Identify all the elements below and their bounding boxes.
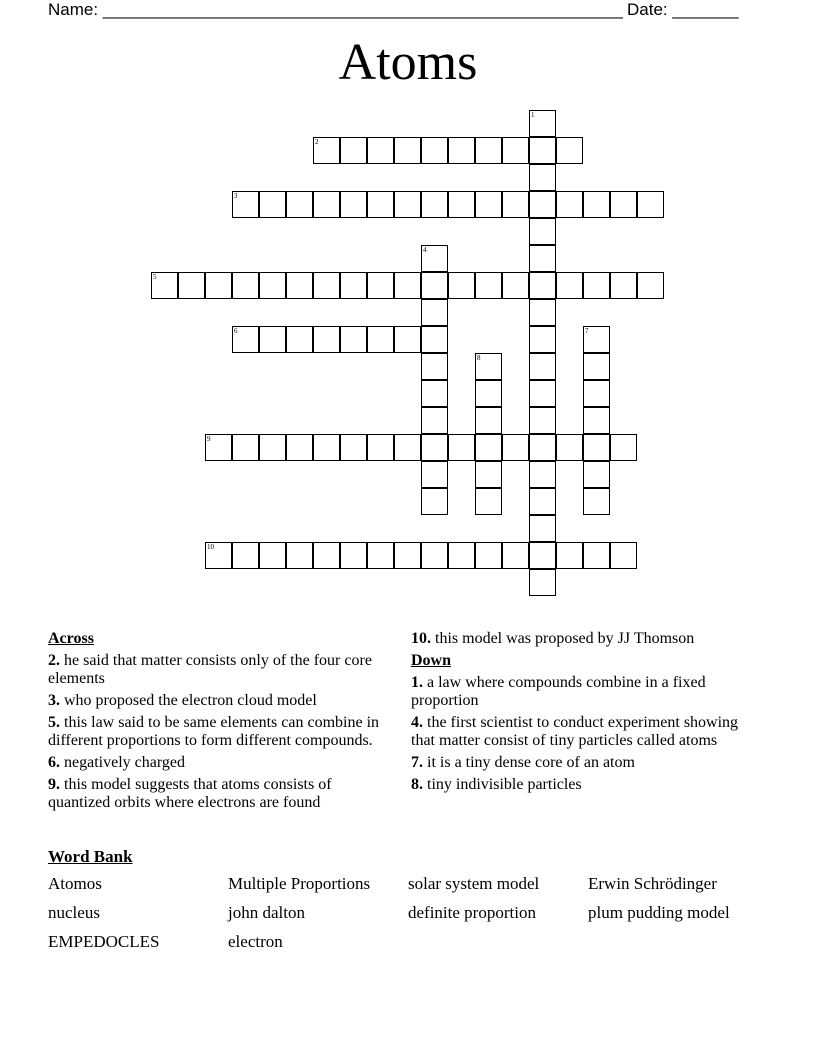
cell-number: 5 [153, 273, 157, 281]
crossword-cell[interactable] [475, 488, 502, 515]
cell-number: 1 [531, 111, 535, 119]
crossword-cell[interactable] [232, 326, 259, 353]
crossword-cell[interactable] [313, 272, 340, 299]
crossword-cell[interactable] [556, 191, 583, 218]
word-bank-item: Multiple Proportions [228, 874, 371, 893]
crossword-cell[interactable] [610, 191, 637, 218]
across-heading: Across [48, 630, 94, 647]
crossword-cell[interactable] [583, 380, 610, 407]
crossword-cell[interactable] [340, 191, 367, 218]
crossword-cell[interactable] [502, 191, 529, 218]
crossword-cell[interactable] [205, 434, 232, 461]
clue-text: it is a tiny dense core of an atom [423, 754, 635, 771]
clue-number: 7. [411, 754, 423, 771]
crossword-cell[interactable] [421, 326, 448, 353]
crossword-cell[interactable] [232, 191, 259, 218]
cell-number: 3 [234, 192, 238, 200]
clue-down-1 [411, 674, 761, 710]
crossword-cell[interactable] [448, 434, 475, 461]
crossword-cell[interactable] [421, 488, 448, 515]
crossword-cell[interactable] [556, 137, 583, 164]
crossword-cell[interactable] [232, 542, 259, 569]
crossword-cell[interactable] [529, 434, 556, 461]
clue-text: this law said to be same elements can combine in different proportions to form different compounds. [48, 714, 380, 749]
clue-across-2 [48, 652, 393, 688]
crossword-cell[interactable] [313, 326, 340, 353]
crossword-cell[interactable] [421, 461, 448, 488]
crossword-cell[interactable] [394, 137, 421, 164]
word-bank-title: Word Bank [48, 847, 133, 866]
crossword-cell[interactable] [529, 569, 556, 596]
crossword-cell[interactable] [529, 326, 556, 353]
word-bank-item: Atomos [48, 874, 102, 893]
crossword-cell[interactable] [529, 461, 556, 488]
crossword-cell[interactable] [421, 407, 448, 434]
crossword-cell[interactable] [529, 299, 556, 326]
crossword-cell[interactable] [286, 272, 313, 299]
crossword-cell[interactable] [421, 137, 448, 164]
crossword-cell[interactable] [583, 353, 610, 380]
crossword-cell[interactable] [556, 434, 583, 461]
crossword-cell[interactable] [367, 326, 394, 353]
clue-down-4 [411, 714, 761, 750]
crossword-cell[interactable] [475, 353, 502, 380]
crossword-cell[interactable] [259, 434, 286, 461]
crossword-cell[interactable] [367, 137, 394, 164]
crossword-cell[interactable] [421, 245, 448, 272]
cell-number: 4 [423, 246, 427, 254]
crossword-cell[interactable] [421, 299, 448, 326]
crossword-cell[interactable] [583, 272, 610, 299]
crossword-cell[interactable] [529, 353, 556, 380]
clue-number: 4. [411, 714, 423, 731]
word-bank-item: nucleus [48, 903, 100, 922]
crossword-cell[interactable] [529, 380, 556, 407]
crossword-cell[interactable] [475, 434, 502, 461]
crossword-cell[interactable] [286, 326, 313, 353]
crossword-cell[interactable] [529, 191, 556, 218]
word-bank-item: electron [228, 932, 283, 951]
clue-across-3 [48, 692, 393, 710]
crossword-cell[interactable] [529, 110, 556, 137]
cell-number: 6 [234, 327, 238, 335]
word-bank-item: john dalton [228, 903, 305, 922]
crossword-cell[interactable] [475, 272, 502, 299]
crossword-cell[interactable] [475, 191, 502, 218]
clue-number: 5. [48, 714, 60, 731]
crossword-cell[interactable] [529, 488, 556, 515]
crossword-cell[interactable] [421, 353, 448, 380]
crossword-cell[interactable] [556, 272, 583, 299]
crossword-cell[interactable] [367, 191, 394, 218]
crossword-cell[interactable] [637, 272, 664, 299]
crossword-cell[interactable] [286, 191, 313, 218]
crossword-cell[interactable] [529, 245, 556, 272]
crossword-cell[interactable] [205, 542, 232, 569]
clue-across-10 [411, 630, 761, 648]
clue-number: 6. [48, 754, 60, 771]
clues-column-right [411, 630, 761, 798]
crossword-cell[interactable] [394, 272, 421, 299]
crossword-cell[interactable] [421, 434, 448, 461]
cell-number: 8 [477, 354, 481, 362]
clue-text: the first scientist to conduct experiment showing that matter consist of tiny particles called atoms [411, 714, 739, 749]
crossword-cell[interactable] [529, 137, 556, 164]
crossword-cell[interactable] [259, 272, 286, 299]
crossword-cell[interactable] [529, 218, 556, 245]
crossword-cell[interactable] [286, 434, 313, 461]
clue-number: 3. [48, 692, 60, 709]
crossword-cell[interactable] [259, 326, 286, 353]
clue-across-9 [48, 776, 393, 812]
crossword-cell[interactable] [232, 434, 259, 461]
clue-text: negatively charged [60, 754, 185, 771]
crossword-cell[interactable] [610, 272, 637, 299]
crossword-cell[interactable] [367, 542, 394, 569]
crossword-cell[interactable] [340, 542, 367, 569]
crossword-cell[interactable] [151, 272, 178, 299]
crossword-cell[interactable] [475, 407, 502, 434]
cell-number: 10 [207, 543, 214, 551]
crossword-cell[interactable] [394, 191, 421, 218]
crossword-cell[interactable] [421, 542, 448, 569]
page-title: Atoms [338, 34, 478, 91]
crossword-cell[interactable] [232, 272, 259, 299]
clue-across-5 [48, 714, 393, 750]
crossword-cell[interactable] [583, 461, 610, 488]
clue-text: this model was proposed by JJ Thomson [431, 630, 695, 647]
crossword-cell[interactable] [610, 542, 637, 569]
crossword-cell[interactable] [205, 272, 232, 299]
crossword-cell[interactable] [421, 272, 448, 299]
clue-number: 10. [411, 630, 431, 647]
clue-number: 8. [411, 776, 423, 793]
crossword-cell[interactable] [367, 272, 394, 299]
crossword-cell[interactable] [340, 434, 367, 461]
crossword-cell[interactable] [313, 542, 340, 569]
crossword-cell[interactable] [502, 272, 529, 299]
crossword-cell[interactable] [502, 434, 529, 461]
crossword-cell[interactable] [286, 542, 313, 569]
crossword-cell[interactable] [394, 326, 421, 353]
crossword-cell[interactable] [502, 137, 529, 164]
crossword-cell[interactable] [448, 272, 475, 299]
crossword-cell[interactable] [475, 380, 502, 407]
crossword-cell[interactable] [421, 191, 448, 218]
cell-number: 7 [585, 327, 589, 335]
word-bank-item: plum pudding model [588, 903, 730, 922]
crossword-cell[interactable] [475, 137, 502, 164]
crossword-cell[interactable] [259, 542, 286, 569]
crossword-cell[interactable] [421, 380, 448, 407]
clue-number: 2. [48, 652, 60, 669]
crossword-cell[interactable] [178, 272, 205, 299]
crossword-cell[interactable] [259, 191, 286, 218]
clue-text: a law where compounds combine in a fixed proportion [411, 674, 706, 709]
crossword-cell[interactable] [502, 542, 529, 569]
crossword-cell[interactable] [529, 407, 556, 434]
crossword-cell[interactable] [448, 137, 475, 164]
cell-number: 9 [207, 435, 211, 443]
crossword-cell[interactable] [340, 137, 367, 164]
crossword-cell[interactable] [583, 326, 610, 353]
crossword-cell[interactable] [394, 542, 421, 569]
clue-number: 9. [48, 776, 60, 793]
crossword-cell[interactable] [475, 542, 502, 569]
date-field-label: Date: _______ [627, 0, 739, 19]
crossword-cell[interactable] [475, 461, 502, 488]
crossword-cell[interactable] [529, 272, 556, 299]
crossword-cell[interactable] [583, 191, 610, 218]
word-bank-item: EMPEDOCLES [48, 932, 160, 951]
crossword-cell[interactable] [394, 434, 421, 461]
name-field-label: Name: _______________________________________________________ [48, 0, 623, 19]
clue-number: 1. [411, 674, 423, 691]
crossword-cell[interactable] [340, 272, 367, 299]
word-bank-item: Erwin Schrödinger [588, 874, 717, 893]
down-heading: Down [411, 652, 452, 669]
clue-down-8 [411, 776, 761, 794]
crossword-cell[interactable] [313, 191, 340, 218]
clues-column-left [48, 630, 393, 816]
crossword-cell[interactable] [610, 434, 637, 461]
word-bank-item: solar system model [408, 874, 540, 893]
clue-text: who proposed the electron cloud model [60, 692, 317, 709]
crossword-cell[interactable] [583, 488, 610, 515]
crossword-cell[interactable] [637, 191, 664, 218]
crossword-cell[interactable] [529, 164, 556, 191]
clue-text: this model suggests that atoms consists of quantized orbits where electrons are found [48, 776, 332, 811]
crossword-cell[interactable] [529, 542, 556, 569]
crossword-cell[interactable] [340, 326, 367, 353]
crossword-cell[interactable] [367, 434, 394, 461]
crossword-cell[interactable] [448, 191, 475, 218]
clue-text: tiny indivisible particles [423, 776, 582, 793]
cell-number: 2 [315, 138, 319, 146]
word-bank-item: definite proportion [408, 903, 536, 922]
crossword-cell[interactable] [583, 434, 610, 461]
crossword-cell[interactable] [583, 542, 610, 569]
clue-down-7 [411, 754, 761, 772]
crossword-cell[interactable] [313, 137, 340, 164]
clue-across-6 [48, 754, 393, 772]
crossword-cell[interactable] [556, 542, 583, 569]
crossword-cell[interactable] [529, 515, 556, 542]
crossword-cell[interactable] [448, 542, 475, 569]
crossword-cell[interactable] [313, 434, 340, 461]
crossword-cell[interactable] [583, 407, 610, 434]
clue-text: he said that matter consists only of the four core elements [48, 652, 372, 687]
